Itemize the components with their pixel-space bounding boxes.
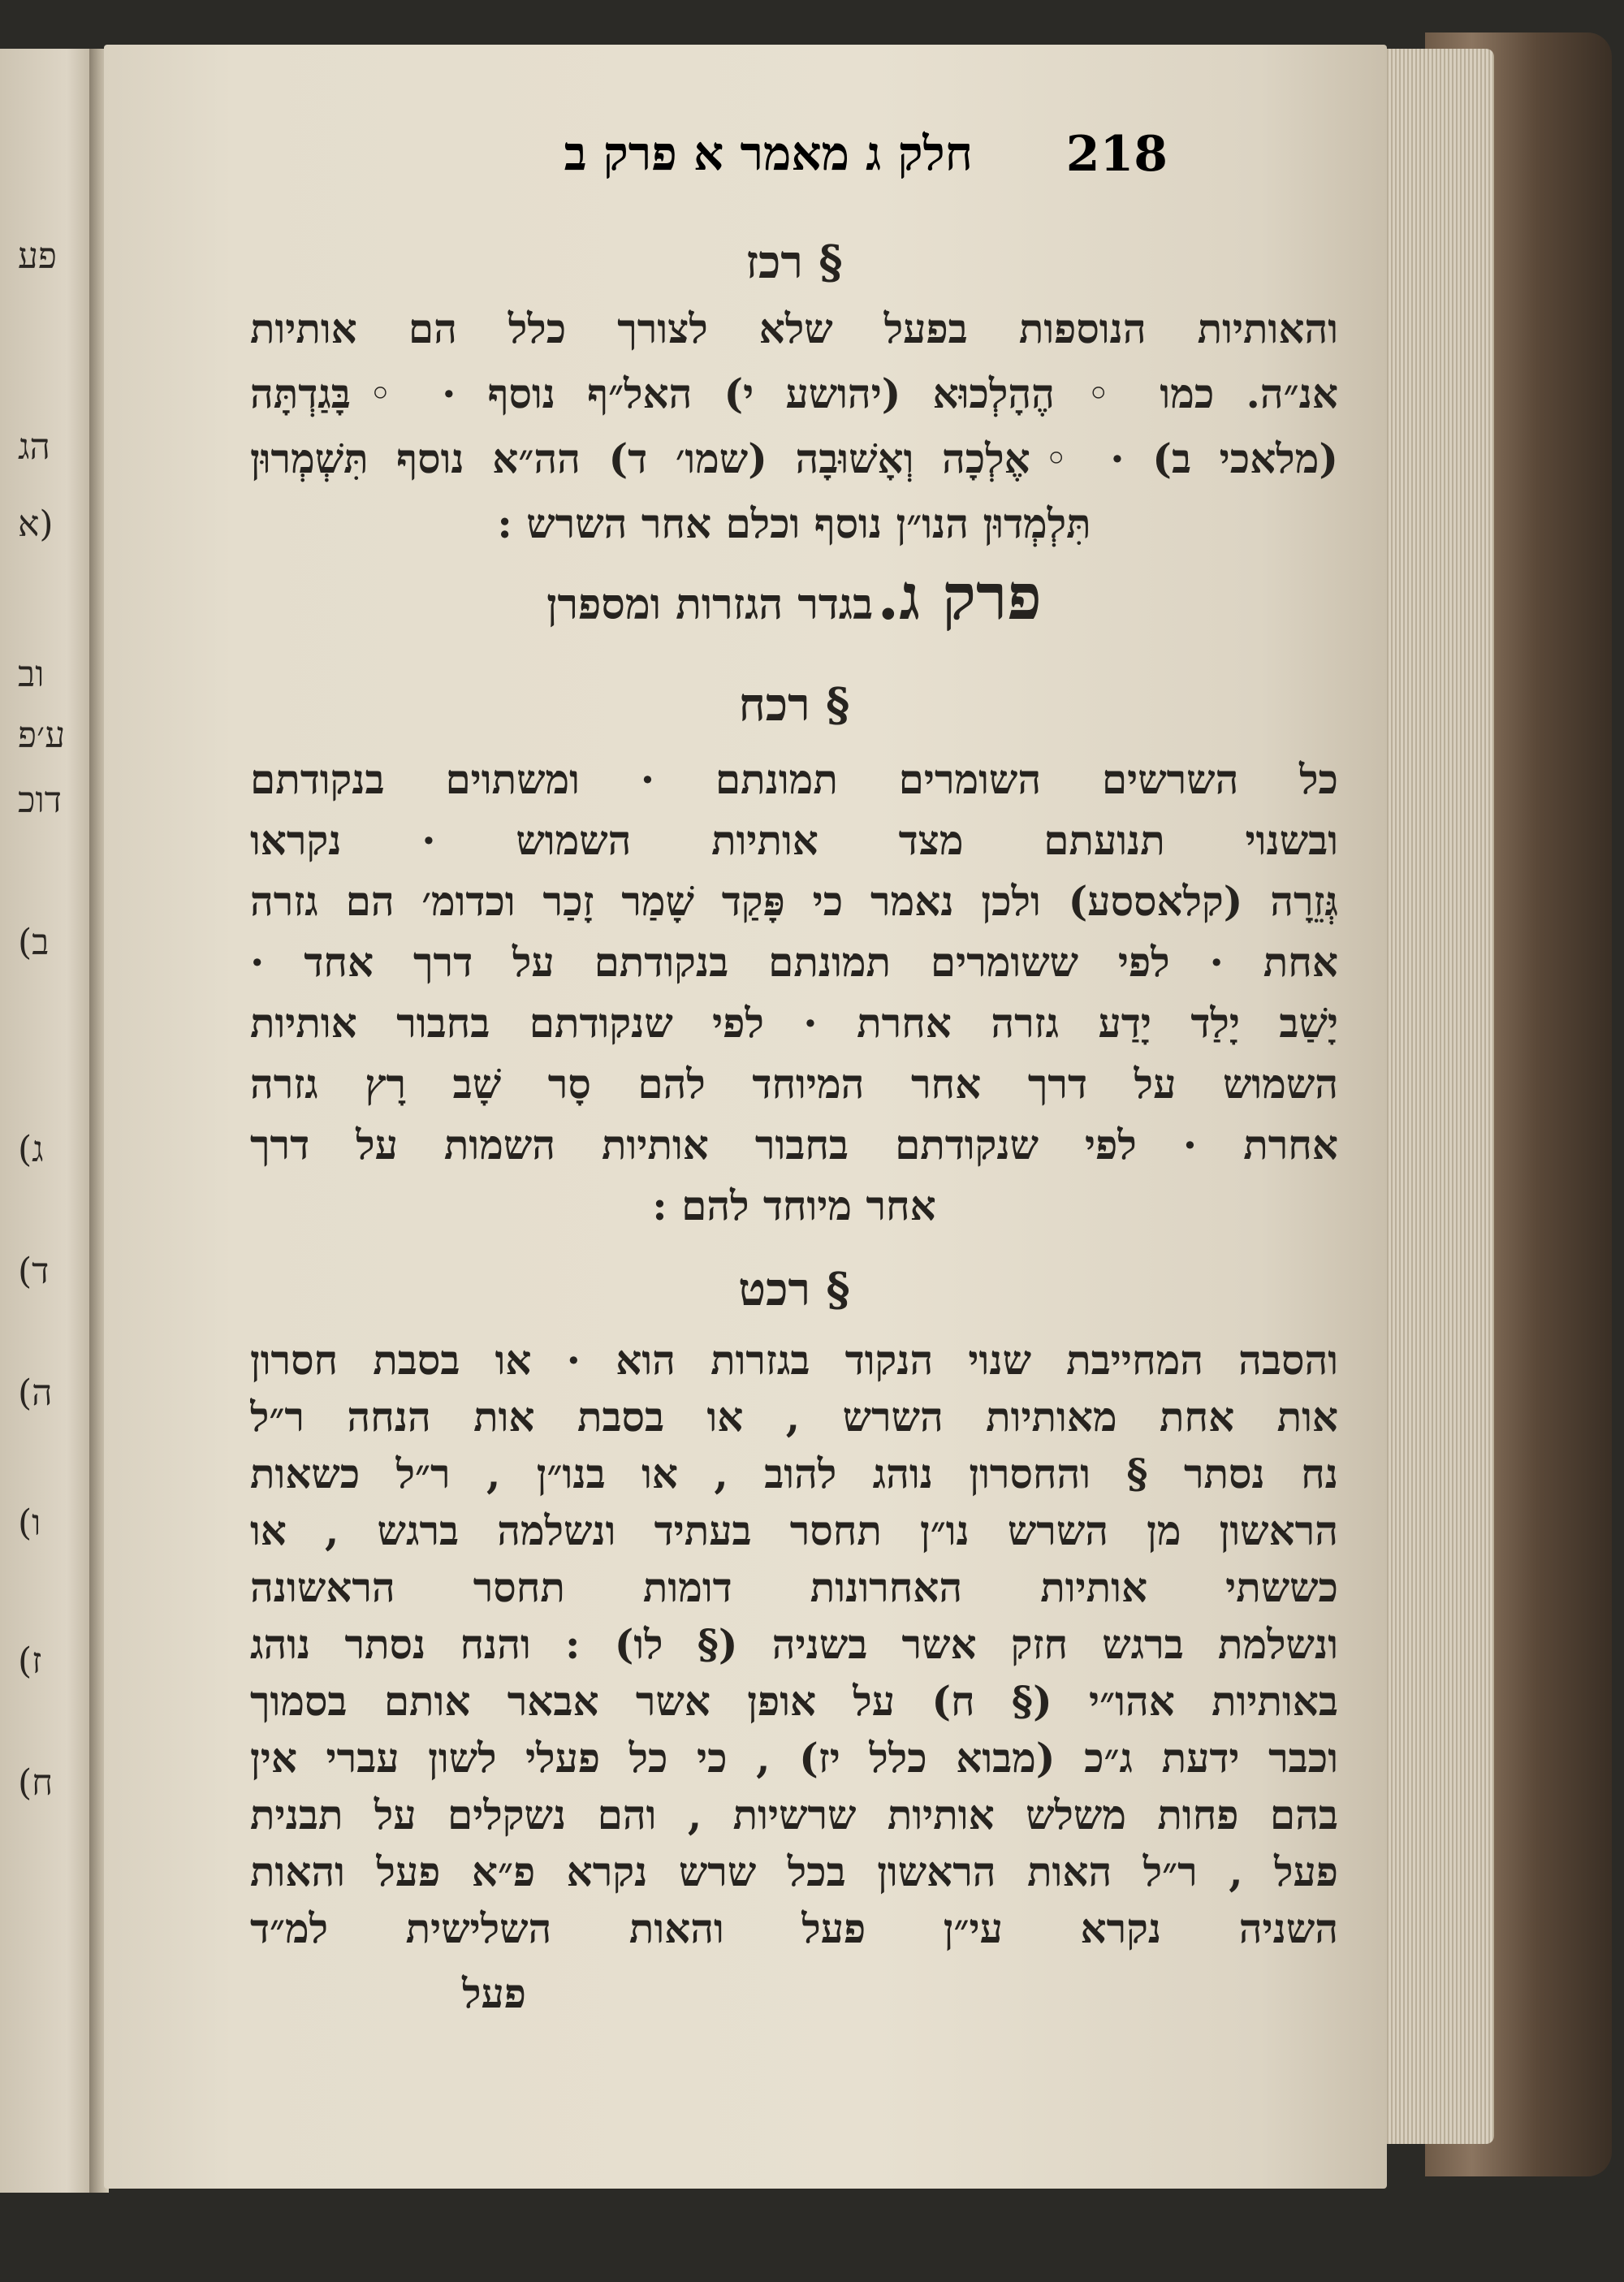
text-line: ובשנוי תנועתם מצד אותיות השמוש · נקראו bbox=[250, 816, 1338, 864]
text-line: (מלאכי ב) · ◦אֶלְכָה וְאָשׁוּבָה (שמו׳ ד) הה״א נוסף תִּשְׁמְרוּן bbox=[250, 434, 1338, 482]
left-page-fragment: ד) bbox=[18, 1251, 50, 1292]
text-line: בהם פחות משלש אותיות שרשיות , והם נשקלים על תבנית bbox=[250, 1791, 1338, 1839]
text-line: אנ״ה. כמו ◦ הֶהָלְכוּא (יהושע י) האל״ף נוסף · ◦בָּגַדְתָּה bbox=[250, 370, 1338, 417]
text-line: אות אחת מאותיות השרש , או בסבת אות הנחה ר״ל bbox=[250, 1393, 1338, 1441]
left-page-fragment: ע׳פ bbox=[18, 715, 66, 756]
left-page-fragment: הג bbox=[18, 426, 50, 468]
text-line: והסבה המחייבת שנוי הנקוד בגזרות הוא · או בסבת חסרון bbox=[250, 1336, 1338, 1384]
text-line: יָשַׁב יָלַד יָדַע גזרה אחרת · לפי שנקודתם בחבור אותיות bbox=[250, 999, 1338, 1047]
left-page-fragment: ו) bbox=[18, 1502, 41, 1544]
section-heading: § רכח bbox=[738, 678, 850, 732]
left-page-fragment: ב) bbox=[18, 922, 50, 963]
left-page-fragment: (א bbox=[18, 504, 54, 545]
text-line: אחרת · לפי שנקודתם בחבור אותיות השמות על דרך bbox=[250, 1121, 1338, 1169]
section-heading: § רכז bbox=[745, 236, 843, 289]
text-line: פעל , ר״ל האות הראשון בכל שרש נקרא פ״א פעל והאות bbox=[250, 1848, 1338, 1895]
text-line: גְּזֵרָה (קלאססע) ולכן נאמר כי פָּקַד שָׁמַר זָכַר וכדומ׳ הם גזרה bbox=[250, 877, 1338, 925]
text-line: אחת · לפי ששומרים תמונתם בנקודתם על דרך אחד · bbox=[250, 938, 1338, 986]
running-title: חלק ג מאמר א פרק ב bbox=[564, 126, 973, 181]
text-line: והאותיות הנוספות בפעל שלא לצורך כלל הם אותיות bbox=[250, 305, 1338, 352]
left-page-fragment: ז) bbox=[18, 1640, 42, 1682]
page-stack-edge bbox=[1372, 49, 1494, 2144]
left-page-fragment: פע bbox=[18, 236, 57, 277]
left-page-fragment: ח) bbox=[18, 1762, 54, 1804]
text-line: ונשלמת ברגש חזק אשר בשניה (§ לו) : והנח נסתר נוהג bbox=[250, 1620, 1338, 1668]
text-line: וכבר ידעת ג״כ (מבוא כלל יז) , כי כל פעלי לשון עברי אין bbox=[250, 1734, 1338, 1782]
left-page-fragment: ג) bbox=[18, 1129, 44, 1170]
left-page-fragment: ה) bbox=[18, 1372, 53, 1414]
page-header bbox=[404, 126, 1168, 207]
page-number: 218 bbox=[1065, 126, 1168, 183]
text-line: השניה נקרא עי״ן פעל והאות השלישית למ״ד bbox=[250, 1904, 1338, 1952]
left-facing-page bbox=[0, 49, 96, 2193]
text-line: נח נסתר § והחסרון נוהג להוב , או בנו״ן , ר״ל כשאות bbox=[250, 1450, 1338, 1498]
text-line: השמוש על דרך אחר המיוחד להם סָר שָׁב רָץ גזרה bbox=[250, 1060, 1338, 1108]
catchword: פעל bbox=[462, 1969, 526, 2017]
text-line: באותיות אהו״י (§ ח) על אופן אשר אבאר אותם בסמוך bbox=[250, 1677, 1338, 1725]
text-line: הראשון מן השרש נו״ן תחסר בעתיד ונשלמה ברגש , או bbox=[250, 1506, 1338, 1554]
text-line: תִּלְמְדוּן הנו״ן נוסף וכלם אחר השרש : bbox=[497, 499, 1091, 547]
text-line: כל השרשים השומרים תמונתם · ומשתוים בנקודתם bbox=[250, 755, 1338, 803]
chapter-number: פרק ג. bbox=[877, 560, 1042, 634]
section-heading: § רכט bbox=[738, 1263, 850, 1316]
text-line: כששתי אותיות האחרונות דומות תחסר הראשונה bbox=[250, 1563, 1338, 1611]
left-page-fragment: וב bbox=[18, 654, 45, 695]
chapter-title: בגדר הגזרות ומספרן bbox=[546, 580, 874, 629]
chapter-heading bbox=[250, 560, 1338, 634]
text-line: אחר מיוחד להם : bbox=[652, 1182, 936, 1230]
left-page-fragment: דוכ bbox=[18, 780, 62, 821]
book-page bbox=[104, 45, 1387, 2189]
